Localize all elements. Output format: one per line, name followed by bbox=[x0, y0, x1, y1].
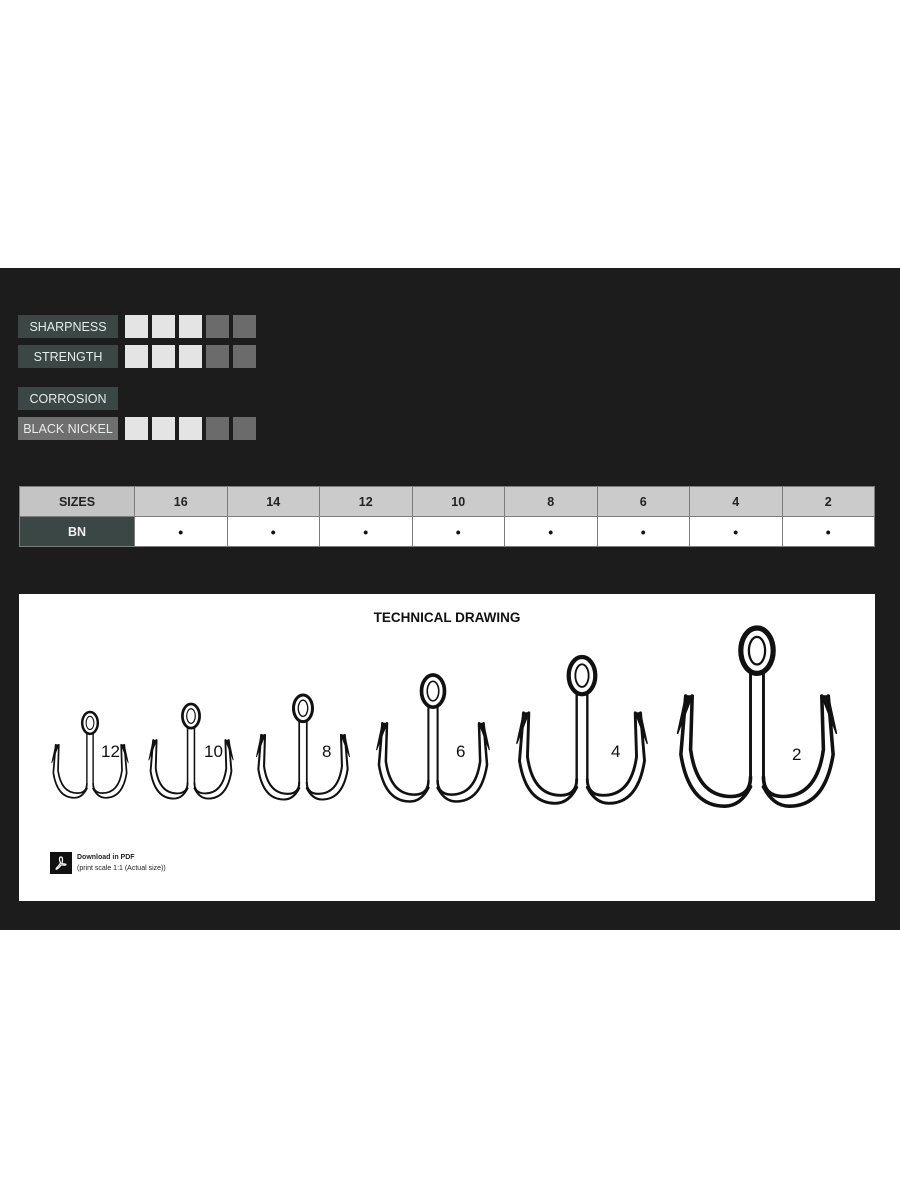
hook-size-2 bbox=[678, 628, 837, 806]
rating-square bbox=[179, 315, 202, 338]
hook-size-label: 2 bbox=[792, 745, 802, 764]
rating-square bbox=[152, 345, 175, 368]
hook-size-label: 10 bbox=[204, 742, 223, 761]
finish-row-bn bbox=[20, 517, 875, 547]
hook-size-label: 6 bbox=[456, 742, 466, 761]
rating-square bbox=[125, 345, 148, 368]
rating-square bbox=[179, 417, 202, 440]
technical-drawing-title: TECHNICAL DRAWING bbox=[373, 610, 521, 625]
finish-label: BN bbox=[20, 517, 135, 547]
hook-size-label: 12 bbox=[101, 742, 120, 761]
technical-drawing-card bbox=[19, 594, 875, 901]
rating-square bbox=[152, 315, 175, 338]
rating-label-corrosion: CORROSION bbox=[18, 387, 118, 410]
rating-square bbox=[206, 345, 229, 368]
size-cell: 14 bbox=[227, 487, 320, 517]
rating-label-strength: STRENGTH bbox=[18, 345, 118, 368]
availability-dot: • bbox=[227, 517, 320, 547]
rating-square bbox=[179, 345, 202, 368]
rating-square bbox=[206, 315, 229, 338]
rating-label-black-nickel: BLACK NICKEL bbox=[18, 417, 118, 440]
pdf-link-title[interactable]: Download in PDF bbox=[77, 854, 135, 861]
hook-size-10 bbox=[149, 704, 233, 799]
availability-dot: • bbox=[135, 517, 228, 547]
rating-label-sharpness: SHARPNESS bbox=[18, 315, 118, 338]
rating-square bbox=[233, 417, 256, 440]
hook-size-4 bbox=[517, 657, 647, 803]
availability-dot: • bbox=[412, 517, 505, 547]
size-cell: 4 bbox=[690, 487, 783, 517]
rating-square bbox=[233, 315, 256, 338]
rating-square bbox=[125, 417, 148, 440]
availability-dot: • bbox=[505, 517, 598, 547]
rating-square bbox=[125, 315, 148, 338]
availability-dot: • bbox=[690, 517, 783, 547]
rating-square bbox=[233, 345, 256, 368]
sizes-table bbox=[19, 486, 875, 547]
hook-size-label: 4 bbox=[611, 742, 621, 761]
size-cell: 6 bbox=[597, 487, 690, 517]
hook-size-12 bbox=[52, 712, 128, 798]
sizes-header-row bbox=[20, 487, 875, 517]
rating-square bbox=[206, 417, 229, 440]
availability-dot: • bbox=[320, 517, 413, 547]
download-pdf-link[interactable] bbox=[50, 852, 166, 874]
size-cell: 8 bbox=[505, 487, 598, 517]
pdf-link-note: (print scale 1:1 (Actual size)) bbox=[77, 865, 166, 872]
hook-size-8 bbox=[256, 695, 349, 800]
rating-square bbox=[152, 417, 175, 440]
hook-size-label: 8 bbox=[322, 742, 332, 761]
size-cell: 16 bbox=[135, 487, 228, 517]
size-cell: 10 bbox=[412, 487, 505, 517]
size-cell: 12 bbox=[320, 487, 413, 517]
availability-dot: • bbox=[597, 517, 690, 547]
availability-dot: • bbox=[782, 517, 875, 547]
hook-size-6 bbox=[377, 675, 490, 802]
pdf-icon[interactable] bbox=[50, 852, 72, 874]
size-cell: 2 bbox=[782, 487, 875, 517]
sizes-header-label: SIZES bbox=[20, 487, 135, 517]
